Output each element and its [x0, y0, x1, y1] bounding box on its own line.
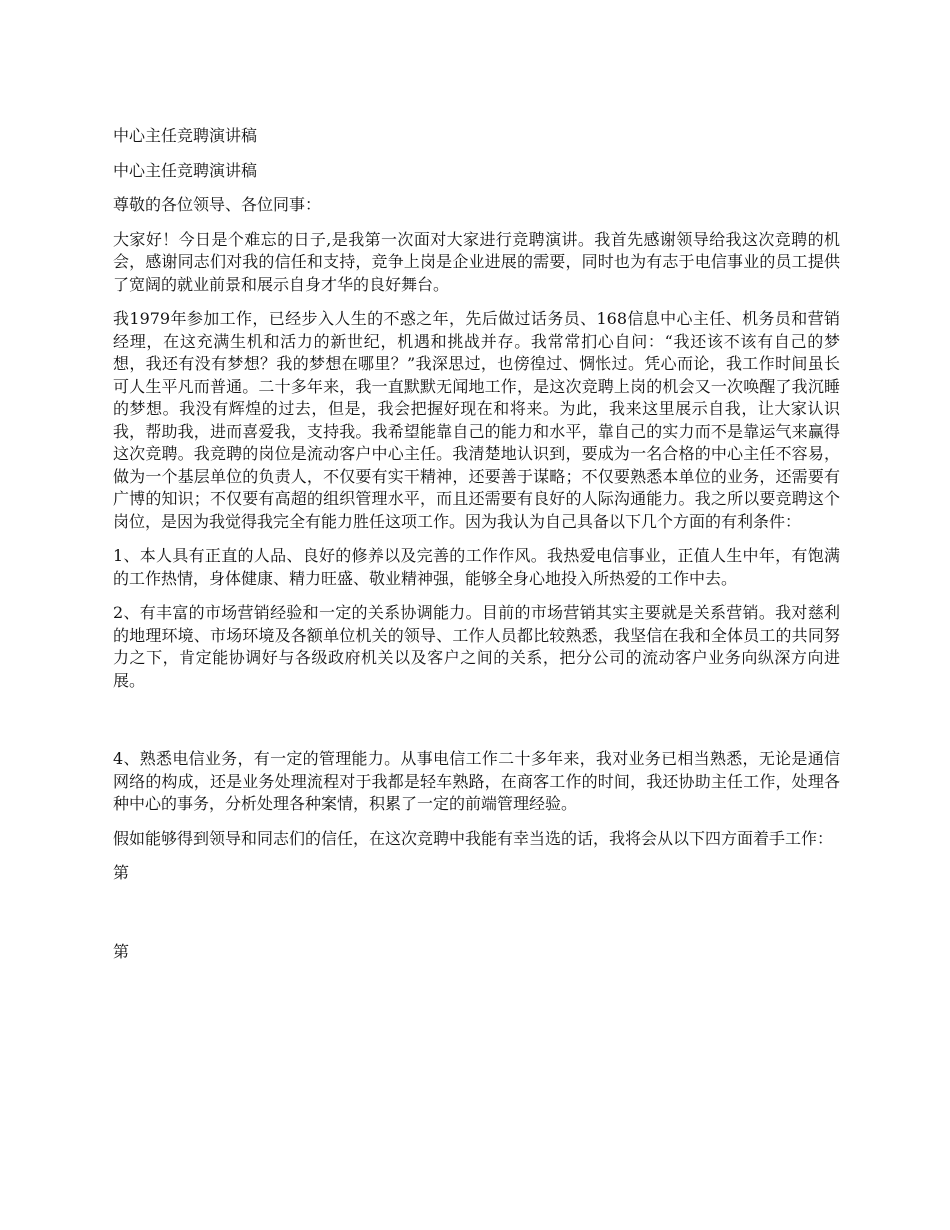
greeting-line: 尊敬的各位领导、各位同事：	[113, 195, 322, 214]
paragraph-background: 我1979年参加工作，已经步入人生的不惑之年，先后做过话务员、168信息中心主任、机务员和营销经理，在这充满生机和活力的新世纪，机遇和挑战并存。我常常扪心自问：“我还该不该有自己的梦想，我还有没有梦想？我的梦想在哪里？”我深思过，也傍徨过、惆怅过。凭心而论，我工作时间虽长可人生平凡而普通。二十多年来，我一直默默无闻地工作，是这次竞聘上岗的机会又一次唤醒了我沉睡的梦想。我没有辉煌的过去，但是，我会把握好现在和将来。为此，我来这里展示自我，让大家认识我，帮助我，进而喜爱我，支持我。我希望能靠自己的能力和水平，靠自己的实力而不是靠运气来赢得这次竞聘。我竞聘的岗位是流动客户中心主任。我清楚地认识到，要成为一名合格的中心主任不容易，做为一个基层单位的负责人，不仅要有实干精神，还要善于谋略；不仅要熟悉本单位的业务，还需要有广博的知识；不仅要有高超的组织管理水平，而且还需要有良好的人际沟通能力。我之所以要竞聘这个岗位，是因为我觉得我完全有能力胜任这项工作。因为我认为自己具备以下几个方面的有利条件：	[113, 309, 840, 531]
trailing-text-2: 第	[113, 941, 130, 961]
document-title: 中心主任竞聘演讲稿	[113, 126, 258, 145]
paragraph-opening: 大家好！今日是个难忘的日子,是我第一次面对大家进行竞聘演讲。我首先感谢领导给我这次竞聘的机会，感谢同志们对我的信任和支持，竞争上岗是企业进展的需要，同时也为有志于电信事业的员工提供了宽阔的就业前景和展示自身才华的良好舞台。	[113, 229, 840, 294]
blank-space	[113, 897, 840, 941]
paragraph-point-1: 1、本人具有正直的人品、良好的修养以及完善的工作作风。我热爱电信事业，正值人生中年，有饱满的工作热情，身体健康、精力旺盛、敬业精神强，能够全身心地投入所热爱的工作中去。	[113, 546, 840, 588]
paragraph-plan-intro: 假如能够得到领导和同志们的信任，在这次竞聘中我能有幸当选的话，我将会从以下四方面着手工作：	[113, 828, 834, 848]
blank-space	[113, 704, 840, 748]
trailing-text-1: 第	[113, 863, 130, 882]
paragraph-point-2: 2、有丰富的市场营销经验和一定的关系协调能力。目前的市场营销其实主要就是关系营销。我对慈利的地理环境、市场环境及各额单位机关的领导、工作人员都比较熟悉，我坚信在我和全体员工的共同努力之下，肯定能协调好与各级政府机关以及客户之间的关系，把分公司的流动客户业务向纵深方向进展。	[113, 603, 840, 690]
document-subtitle: 中心主任竞聘演讲稿	[113, 160, 258, 180]
paragraph-point-4: 4、熟悉电信业务，有一定的管理能力。从事电信工作二十多年来，我对业务已相当熟悉，无论是通信网络的构成，还是业务处理流程对于我都是轻车熟路，在商客工作的时间，我还协助主任工作，处理各种中心的事务，分析处理各种案情，积累了一定的前端管理经验。	[113, 749, 840, 813]
document-body	[113, 125, 840, 975]
